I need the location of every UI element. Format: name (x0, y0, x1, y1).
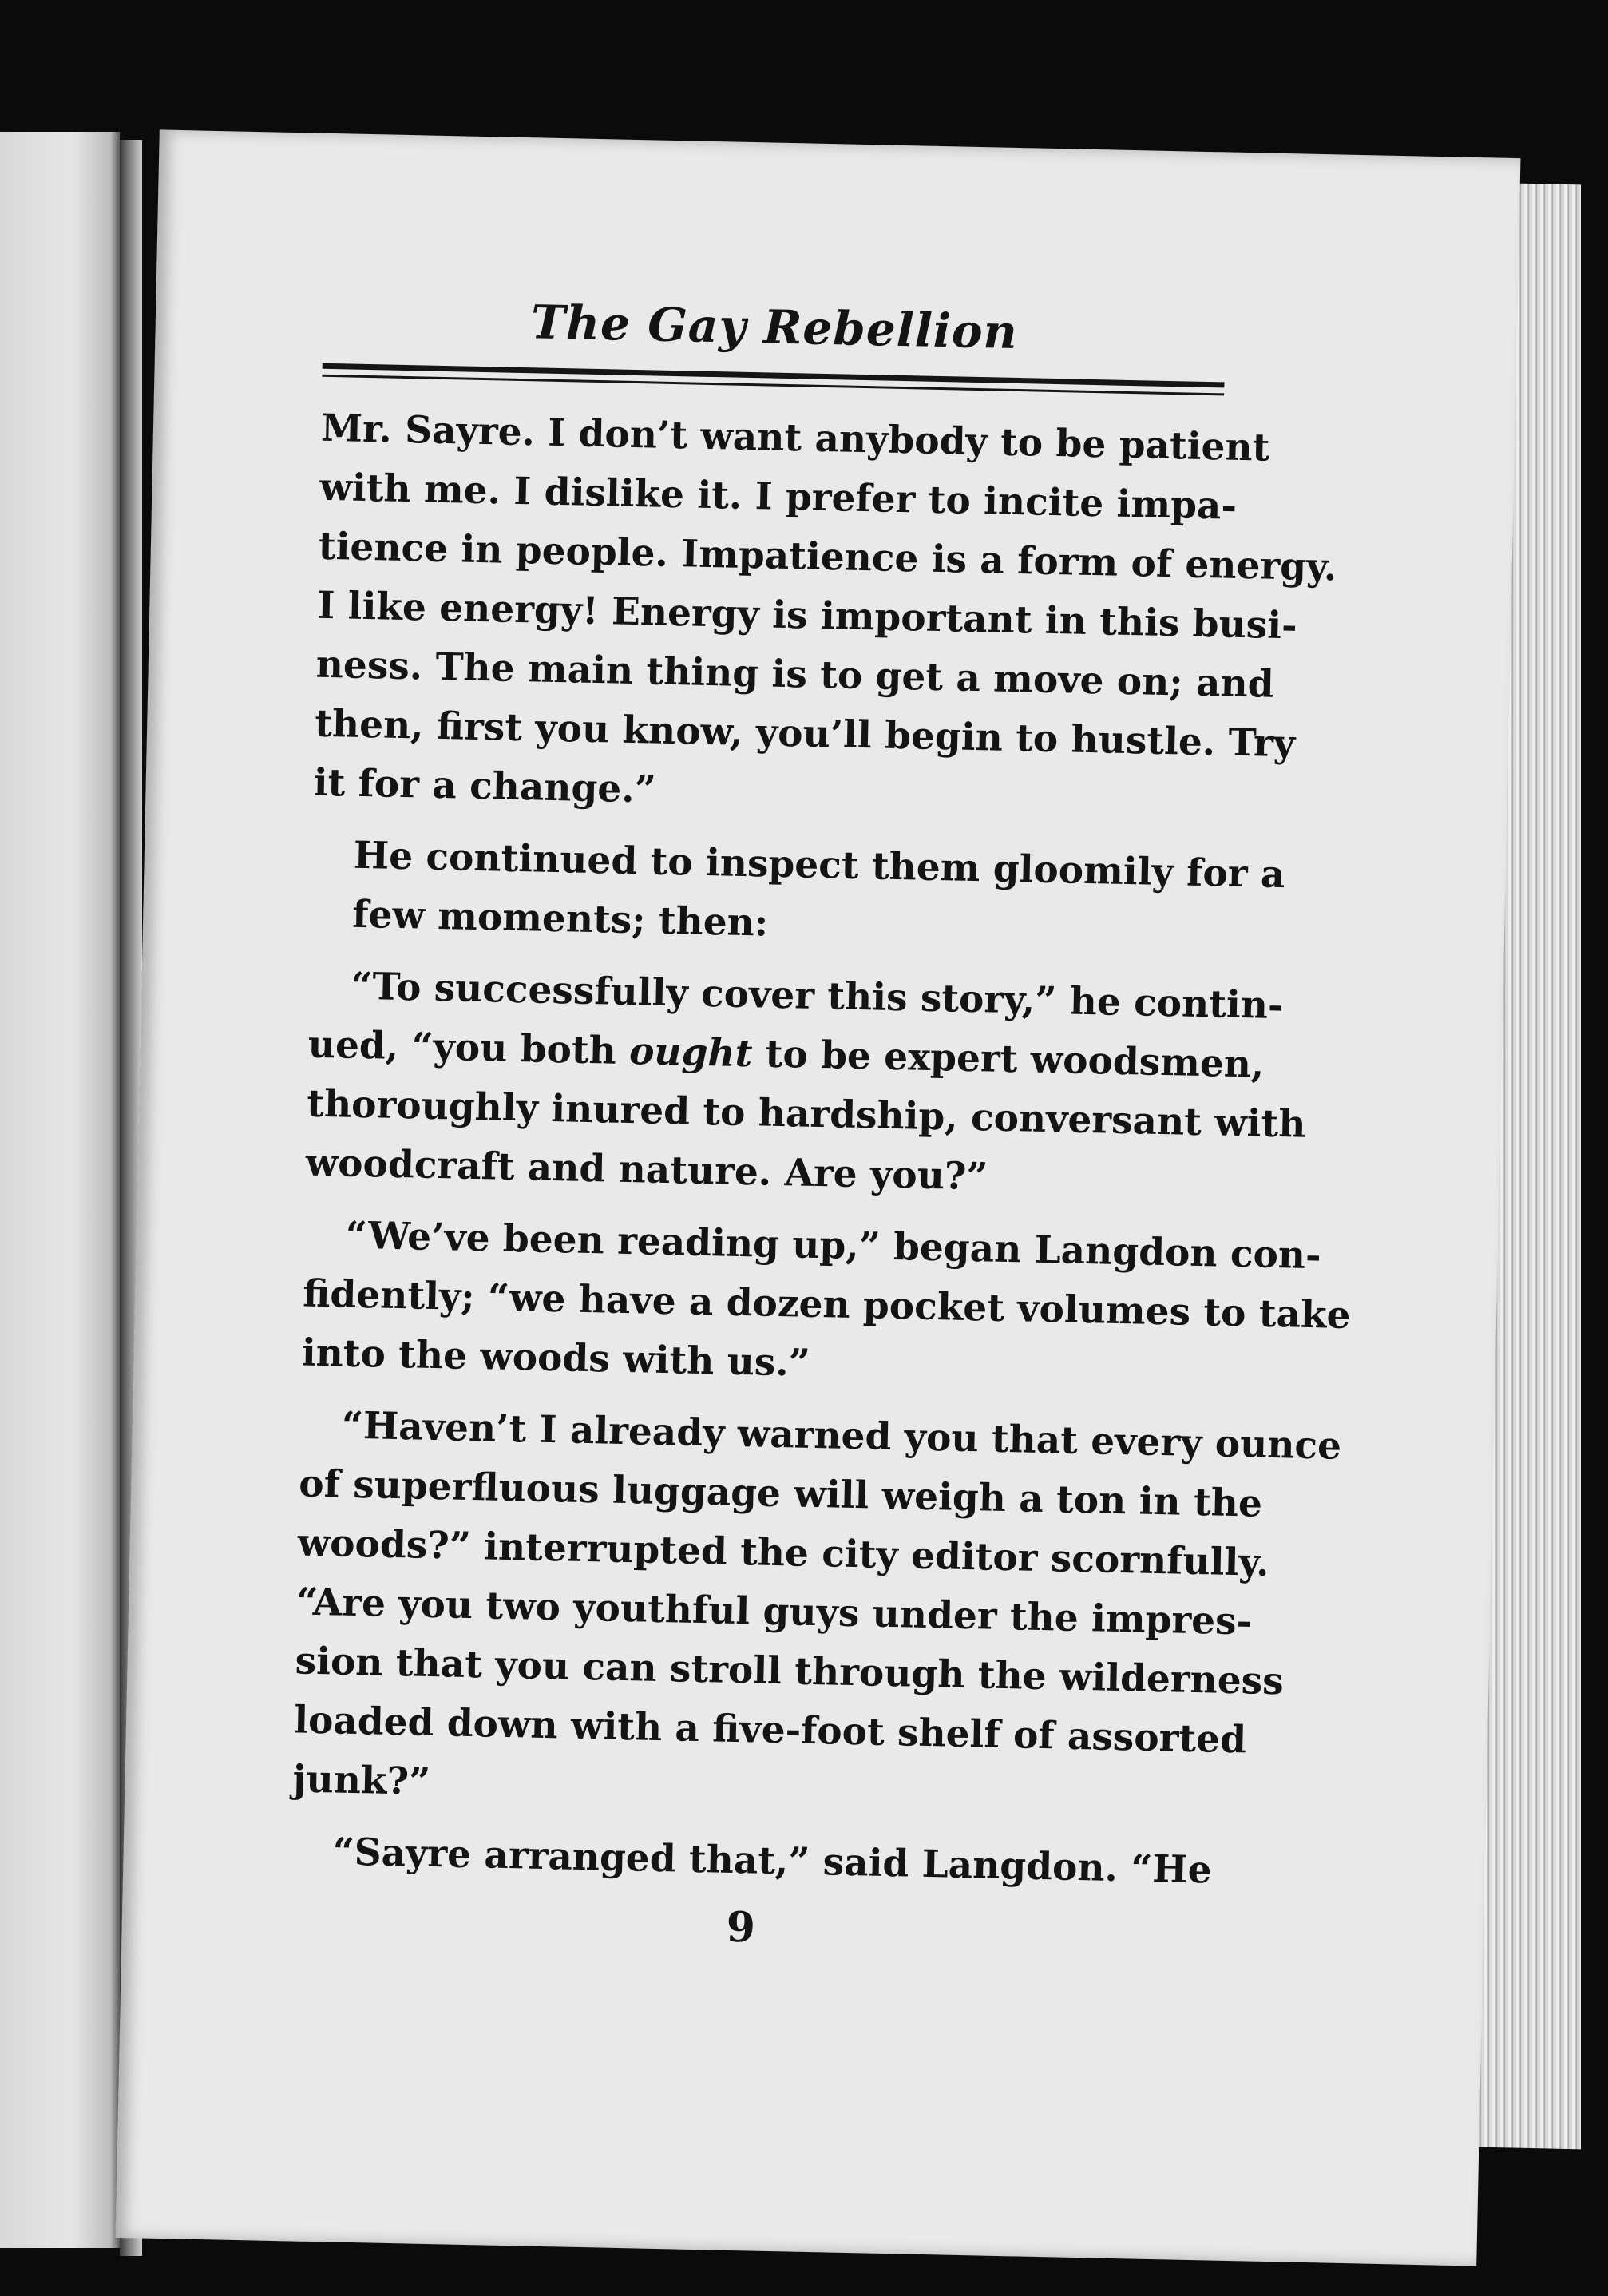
text-line: He continued to inspect them gloomily for a (353, 833, 1285, 897)
body-text (291, 399, 1352, 1900)
text-line: junk?” (292, 1757, 431, 1804)
text-line: tience in people. Impatience is a form of energy. (318, 524, 1337, 590)
text-line: sion that you can stroll through the wilderness (295, 1639, 1285, 1704)
text-line: ness. The main thing is to get a move on; and (315, 642, 1275, 707)
text-line: woodcraft and nature. Are you?” (305, 1140, 988, 1200)
text-line: loaded down with a five-foot shelf of assorted (293, 1698, 1247, 1763)
paragraph (313, 399, 1337, 832)
page-content (289, 293, 1352, 1961)
paragraph (301, 1205, 1352, 1402)
text-line: into the woods with us.” (301, 1330, 811, 1386)
left-page-edge (0, 132, 120, 2248)
text-line: “Sayre arranged that,” said Langdon. “He (332, 1830, 1213, 1893)
text-line: then, first you know, you’ll begin to hustle. Try (314, 701, 1296, 767)
paragraph (291, 1822, 1213, 1900)
running-head: The Gay Rebellion (530, 295, 1019, 359)
text-line: woods?” interrupted the city editor scornfully. (297, 1521, 1270, 1585)
paragraph (292, 1395, 1342, 1828)
text-line: few moments; then: (351, 892, 769, 946)
text-line: “We’ve been reading up,” began Langdon con- (345, 1213, 1322, 1279)
paragraph (305, 956, 1307, 1211)
text-line: fidently; “we have a dozen pocket volumes to take (302, 1271, 1352, 1338)
text-line: “Are you two youthful guys under the impres- (295, 1580, 1253, 1644)
text-line: ued, “you both ought to be expert woodsmen, (307, 1022, 1265, 1087)
paragraph (311, 825, 1285, 962)
text-line: I like energy! Energy is important in this busi- (316, 583, 1298, 648)
text-line: “Haven’t I already warned you that every ounce (341, 1403, 1342, 1469)
emphasis: ought (628, 1029, 753, 1077)
book-page (116, 129, 1521, 2266)
text-line: “To successfully cover this story,” he contin- (350, 964, 1285, 1028)
text-line: Mr. Sayre. I don’t want anybody to be patient (320, 406, 1270, 470)
text-line: of superfluous luggage will weigh a ton in the (298, 1461, 1263, 1526)
text-line: thoroughly inured to hardship, conversant with (306, 1081, 1307, 1147)
text-line: with me. I dislike it. I prefer to incite impa- (319, 465, 1238, 529)
page-number: 9 (726, 1902, 756, 1953)
text-line: it for a change.” (313, 760, 657, 812)
